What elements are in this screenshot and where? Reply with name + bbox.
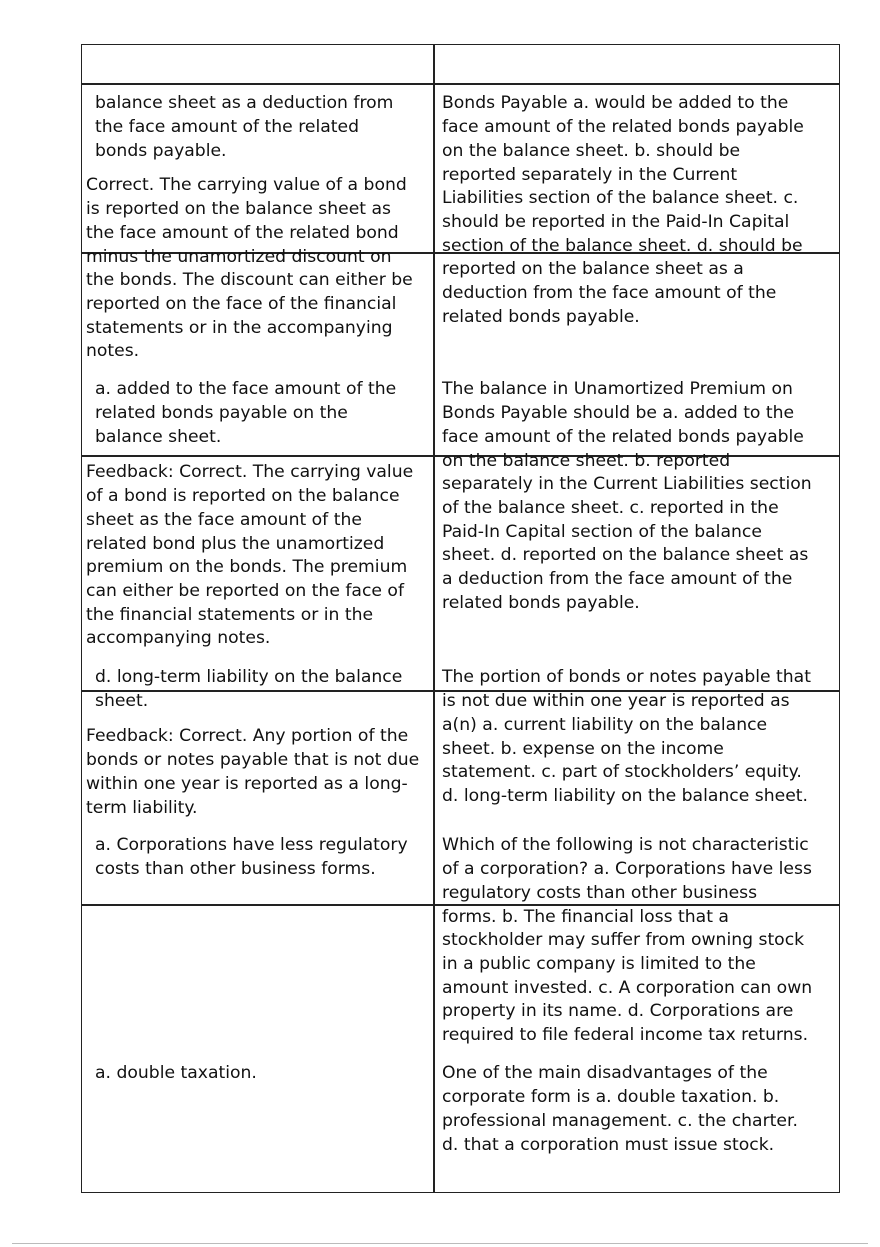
question-block-bonds-discount: Bonds Payable a. would be added to the face amount of the related bonds payable on the balance sheet. b. should be reported separately in the Current Liabilities section of the balance sheet. c. should be reported in the Paid-In Capital section of the balance sheet. d. should be reported on the balance sheet as a deduction from the face amount of the related bonds payable. bbox=[442, 93, 804, 327]
answer-block-long-term: d. long-term liability on the balance sheet. bbox=[95, 667, 403, 712]
feedback-block-premium: Feedback: Correct. The carrying value of a bond is reported on the balance sheet as the face amount of the related bond plus the unamortized premium on the bonds. The premium can either be reported on the face of the financial statements or in the accompanying notes. bbox=[86, 462, 414, 649]
question-block-premium: The balance in Unamortized Premium on Bonds Payable should be a. added to the face amount of the related bonds payable on the balance sheet. b. reported separately in the Current Liabilities section of the balance sheet. c. reported in the Paid-In Capital section of the balance sheet. d. reported on the balance sheet as a deduction from the face amount of the related bonds payable. bbox=[442, 379, 812, 613]
answer-block-double-taxation: a. double taxation. bbox=[95, 1063, 257, 1084]
feedback-block-long-term: Feedback: Correct. Any portion of the bonds or notes payable that is not due within one year is reported as a long- term liability. bbox=[86, 726, 420, 818]
feedback-block-discount: Correct. The carrying value of a bond is reported on the balance sheet as the face amount of the related bond minus the unamortized discount on the bonds. The discount can either be reported on the face of the financial statements or in the accompanying notes. bbox=[86, 175, 413, 362]
answer-block-regulatory: a. Corporations have less regulatory costs than other business forms. bbox=[95, 835, 408, 880]
question-block-corporation: Which of the following is not characteristic of a corporation? a. Corporations have less regulatory costs than other business forms. b. The financial loss that a stockholder may suffer from owning stock in a public company is limited to the amount invested. c. A corporation can own property in its name. d. Corporations are required to file federal income tax returns. bbox=[442, 835, 813, 1046]
question-block-disadvantages: One of the main disadvantages of the corporate form is a. double taxation. b. professional management. c. the charter. d. that a corporation must issue stock. bbox=[442, 1063, 798, 1155]
answer-block-bonds-deduction: balance sheet as a deduction from the face amount of the related bonds payable. bbox=[95, 93, 394, 161]
answer-block-premium-added: a. added to the face amount of the related bonds payable on the balance sheet. bbox=[95, 379, 397, 447]
question-block-notes-payable: The portion of bonds or notes payable that is not due within one year is reported as a(n) a. current liability on the balance sheet. b. expense on the income statement. c. part of stockholders’ equity. d. long-term liability on the balance sheet. bbox=[442, 667, 811, 806]
column-divider bbox=[433, 44, 435, 1193]
page-bottom-rule bbox=[12, 1243, 868, 1244]
